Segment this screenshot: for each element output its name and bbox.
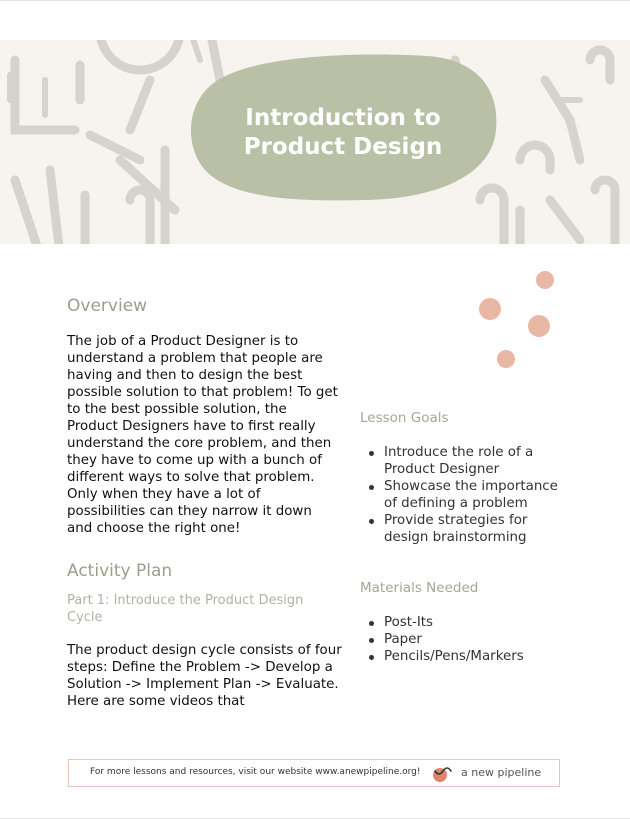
decorative-dot [497, 350, 515, 368]
list-item: Introduce the role of a Product Designer [360, 444, 570, 478]
pipeline-logo-icon [431, 765, 455, 783]
list-item: Showcase the importance of defining a problem [360, 478, 570, 512]
overview-body: The job of a Product Designer is to understand a problem that people are having and then to design the best possible solution to that problem! To get to the best possible solution, the Product Designers have to first really understand the core problem, and then they have to come up with a bunch of different ways to solve that problem. Only when they have a lot of possibilities can they narrow it down and choose the right one! [67, 334, 338, 536]
decorative-dots [470, 262, 570, 382]
decorative-dot [536, 271, 554, 289]
part1-heading: Part 1: Introduce the Product Design Cycle [67, 593, 304, 625]
materials-heading: Materials Needed [360, 580, 479, 596]
activity-plan-heading: Activity Plan [67, 561, 173, 581]
materials-list [360, 614, 570, 665]
list-item: Paper [360, 631, 570, 648]
decorative-dot [479, 298, 501, 320]
header-banner [0, 40, 630, 244]
page-top-border [0, 0, 630, 1]
decorative-dot [528, 315, 550, 337]
page-title-line2: Product Design [243, 134, 443, 160]
part1-body: The product design cycle consists of four steps: Define the Problem -> Develop a Solution -> Implement Plan -> Evaluate. Here are some videos that [67, 643, 342, 709]
lesson-goals-list [360, 444, 570, 546]
page-title [200, 104, 486, 162]
page-bottom-border [0, 818, 630, 819]
list-item: Post-Its [360, 614, 570, 631]
footer-logo-text: a new pipeline [461, 766, 542, 779]
page-title-line1: Introduction to [245, 105, 441, 131]
lesson-goals-heading: Lesson Goals [360, 410, 449, 426]
footer-banner [68, 759, 560, 787]
list-item: Pencils/Pens/Markers [360, 648, 570, 665]
footer-text[interactable]: For more lessons and resources, visit our website www.anewpipeline.org! [90, 767, 421, 777]
list-item: Provide strategies for design brainstorming [360, 512, 570, 546]
overview-heading: Overview [67, 296, 148, 316]
